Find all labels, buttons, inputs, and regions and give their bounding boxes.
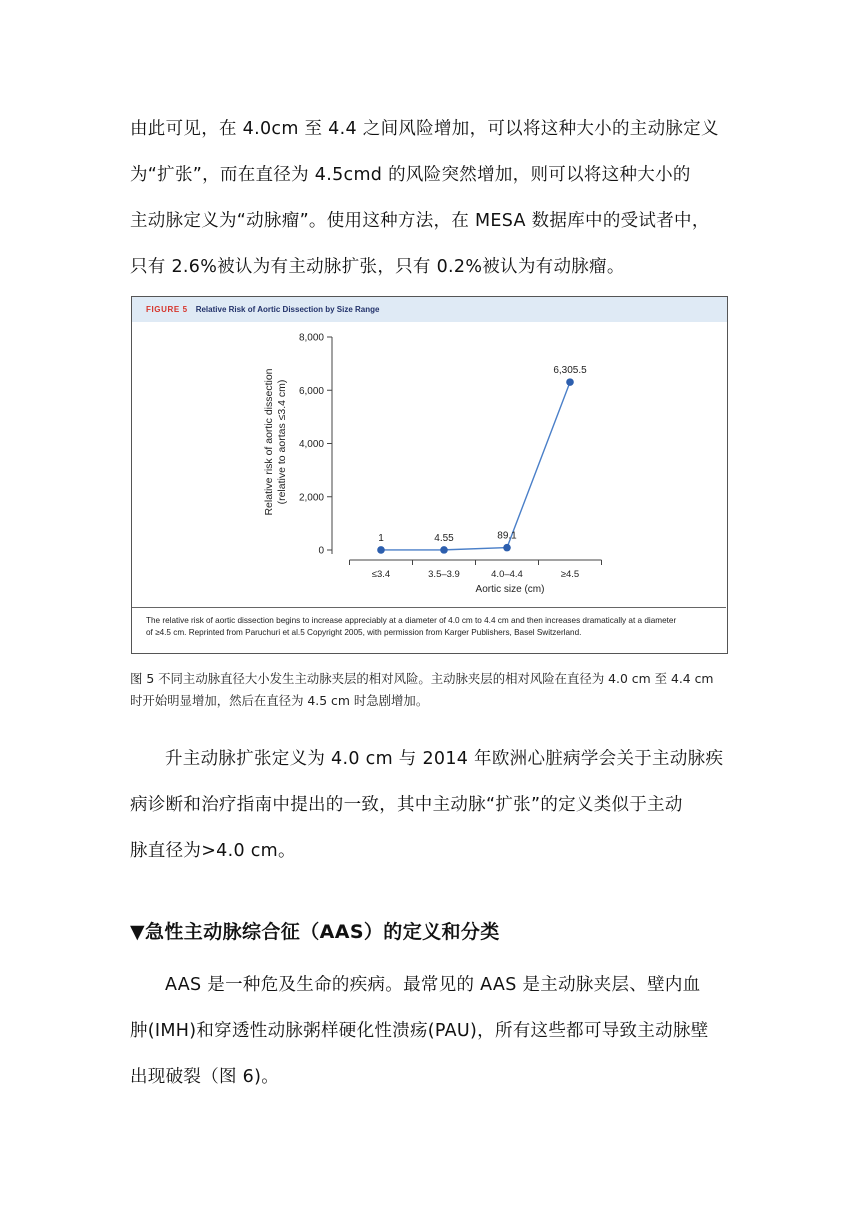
data-point [440,546,448,554]
text-line: 只有 2.6%被认为有主动脉扩张，只有 0.2%被认为有动脉瘤。 [130,257,625,277]
y-tick-label: 6,000 [298,385,324,397]
figure-caption [132,607,726,652]
text-line: 升主动脉扩张定义为 4.0 cm 与 2014 年欧洲心脏病学会关于主动脉疾 [165,749,724,769]
x-axis-label: Aortic size (cm) [475,584,545,595]
caption-line: 时开始明显增加，然后在直径为 4.5 cm 时急剧增加。 [130,693,429,708]
data-label: 1 [378,532,384,544]
section-heading: ▼急性主动脉综合征（AAS）的定义和分类 [130,921,500,943]
y-tick-label: 8,000 [298,332,324,344]
text-line: 为“扩张”，而在直径为 4.5cmd 的风险突然增加，则可以将这种大小的 [130,165,691,185]
figure-caption-line: of ≥4.5 cm. Reprinted from Paruchuri et al.5 Copyright 2005, with permission from Karger Publishers, Basel Switzerland. [146,628,582,637]
paragraph-dilation-definition [130,106,730,290]
x-tick-label: ≥4.5 [560,569,580,580]
y-axis-label-line-2: (relative to aortas ≤3.4 cm) [276,379,288,505]
text-line: 病诊断和治疗指南中提出的一致，其中主动脉“扩张”的定义类似于主动 [130,795,683,815]
text-line: 出现破裂（图 6)。 [130,1067,280,1087]
figure-title: Relative Risk of Aortic Dissection by Size Range [195,305,380,314]
series-line [381,382,570,550]
data-label: 4.55 [434,532,454,544]
data-point [503,544,511,552]
text-line: 脉直径为>4.0 cm。 [130,841,296,861]
y-tick-label: 0 [318,545,324,557]
text-line: 肿(IMH)和穿透性动脉粥样硬化性溃疡(PAU)，所有这些都可导致主动脉壁 [130,1021,709,1041]
caption-line: 图 5 不同主动脉直径大小发生主动脉夹层的相对风险。主动脉夹层的相对风险在直径为 4.0 cm 至 4.4 cm [130,671,714,686]
relative-risk-chart [132,322,726,607]
figure-5 [131,296,728,654]
data-point [377,546,385,554]
data-label: 6,305.5 [553,365,587,377]
figure-caption-chinese [130,668,740,712]
paragraph-esc-guideline [130,736,730,874]
x-tick-label: 4.0–4.4 [491,569,523,580]
y-axis-label-line-1: Relative risk of aortic dissection [263,368,275,516]
figure-caption-line: The relative risk of aortic dissection begins to increase appreciably at a diameter of 4.0 cm to 4.4 cm and then increases dramatically at a diameter [146,616,677,625]
data-point [566,378,574,386]
x-tick-label: 3.5–3.9 [428,569,460,580]
y-tick-label: 2,000 [298,492,324,504]
text-line: AAS 是一种危及生命的疾病。最常见的 AAS 是主动脉夹层、壁内血 [165,975,701,995]
data-label: 89.1 [497,530,517,542]
figure-header [132,297,727,322]
x-tick-label: ≤3.4 [371,569,391,580]
y-tick-label: 4,000 [298,439,324,450]
text-line: 主动脉定义为“动脉瘤”。使用这种方法，在 MESA 数据库中的受试者中， [130,211,710,231]
figure-label: FIGURE 5 [146,305,188,314]
paragraph-aas [130,962,730,1100]
text-line: 由此可见，在 4.0cm 至 4.4 之间风险增加，可以将这种大小的主动脉定义 [130,119,719,139]
